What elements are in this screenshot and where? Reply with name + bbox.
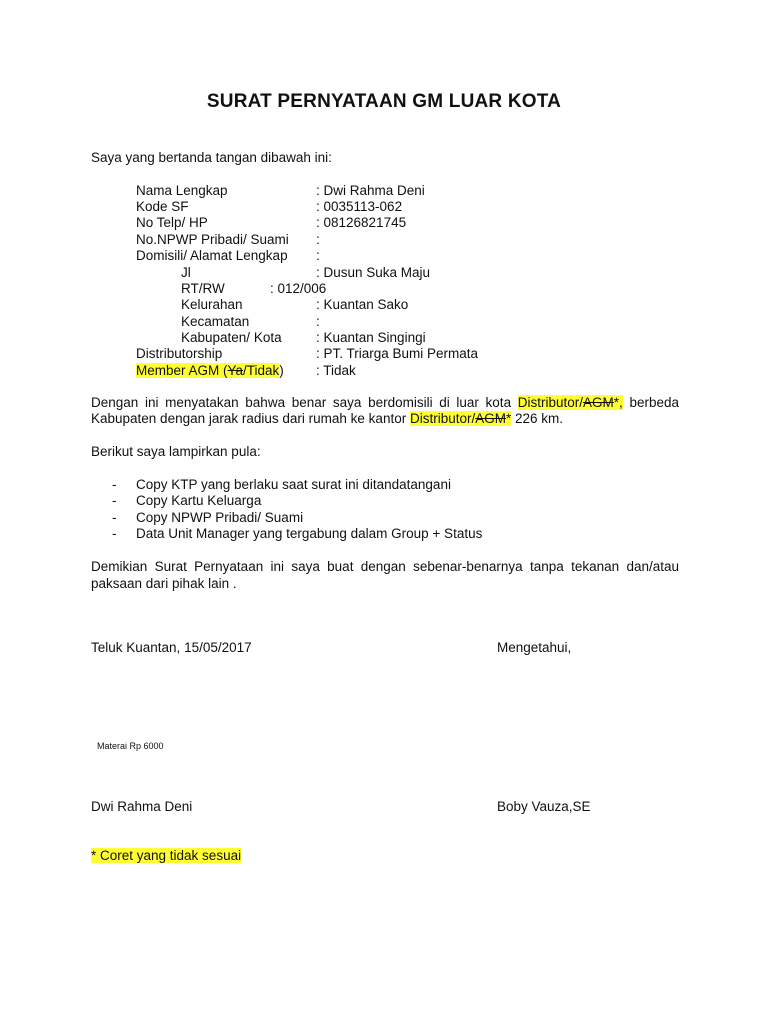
statement-end-2: 226 km. (515, 411, 564, 426)
statement-hl-2a: Distributor/ (409, 411, 476, 426)
field-label-street: Jl (181, 265, 191, 280)
statement-line-2 (91, 411, 563, 427)
list-bullet: - (112, 510, 117, 525)
statement-highlight-1 (518, 395, 623, 410)
member-struck-option: Ya (227, 363, 244, 378)
acknowledge-label: Mengetahui, (497, 640, 572, 655)
field-value-phone: : 08126821745 (316, 215, 407, 230)
statement-text-2: Kabupaten dengan jarak radius dari rumah ke kantor (91, 411, 407, 426)
statement-end-1: berbeda (629, 395, 679, 410)
field-value-npwp: : (316, 232, 320, 247)
field-label-rtrw: RT/RW (181, 281, 225, 296)
field-value-kecamatan: : (316, 314, 320, 329)
field-value-street: : Dusun Suka Maju (316, 265, 431, 280)
member-suffix: /Tidak (243, 363, 280, 378)
signer-right: Boby Vauza,SE (497, 799, 591, 814)
field-value-distributorship: : PT. Triarga Bumi Permata (316, 346, 479, 361)
footnote (91, 848, 241, 864)
field-value-kabupaten: : Kuantan Singingi (316, 330, 426, 345)
footnote-text: * Coret yang tidak sesuai (91, 848, 242, 863)
closing-line-2: paksaan dari pihak lain . (91, 576, 237, 591)
field-value-rtrw: : 012/006 (270, 281, 327, 296)
statement-text-1: Dengan ini menyatakan bahwa benar saya berdomisili di luar kota (91, 395, 512, 410)
document-title: SURAT PERNYATAAN GM LUAR KOTA (206, 91, 562, 112)
list-item: Data Unit Manager yang tergabung dalam Group + Status (136, 526, 483, 541)
member-close: ) (279, 363, 284, 378)
statement-hl-1-strike: AGM (583, 395, 614, 410)
field-label-address: Domisili/ Alamat Lengkap (136, 248, 288, 263)
list-item: Copy KTP yang berlaku saat surat ini ditandatangani (136, 477, 451, 492)
statement-hl-1a: Distributor/ (517, 395, 583, 410)
closing-line-1: Demikian Surat Pernyataan ini saya buat dengan sebenar-benarnya tanpa tekanan dan/atau (91, 559, 679, 574)
member-prefix: Member AGM ( (136, 363, 228, 378)
attachments-intro: Berikut saya lampirkan pula: (91, 444, 261, 459)
list-bullet: - (112, 477, 117, 492)
field-value-kelurahan: : Kuantan Sako (316, 297, 409, 312)
field-label-npwp: No.NPWP Pribadi/ Suami (136, 232, 289, 247)
field-label-kabupaten: Kabupaten/ Kota (181, 330, 282, 345)
field-value-address: : (316, 248, 320, 263)
intro-text: Saya yang bertanda tangan dibawah ini: (91, 150, 332, 165)
statement-hl-2b: * (506, 411, 512, 426)
place-date: Teluk Kuantan, 15/05/2017 (91, 640, 252, 655)
field-label-distributorship: Distributorship (136, 346, 223, 361)
list-bullet: - (112, 493, 117, 508)
field-value-kode: : 0035113-062 (316, 199, 403, 214)
statement-hl-2-strike: AGM (475, 411, 506, 426)
statement-line-1 (91, 395, 679, 411)
field-label-kelurahan: Kelurahan (181, 297, 243, 312)
list-item: Copy NPWP Pribadi/ Suami (136, 510, 304, 525)
statement-highlight-2 (410, 411, 511, 426)
field-label-kecamatan: Kecamatan (181, 314, 250, 329)
signer-left: Dwi Rahma Deni (91, 799, 193, 814)
field-label-member (136, 363, 284, 379)
field-label-kode: Kode SF (136, 199, 189, 214)
list-item: Copy Kartu Keluarga (136, 493, 262, 508)
list-bullet: - (112, 526, 117, 541)
field-label-phone: No Telp/ HP (136, 215, 208, 230)
field-label-name: Nama Lengkap (136, 183, 228, 198)
stamp-note: Materai Rp 6000 (97, 741, 164, 751)
field-value-name: : Dwi Rahma Deni (316, 183, 425, 198)
statement-hl-1b: *, (613, 395, 623, 410)
field-value-member: : Tidak (316, 363, 356, 378)
